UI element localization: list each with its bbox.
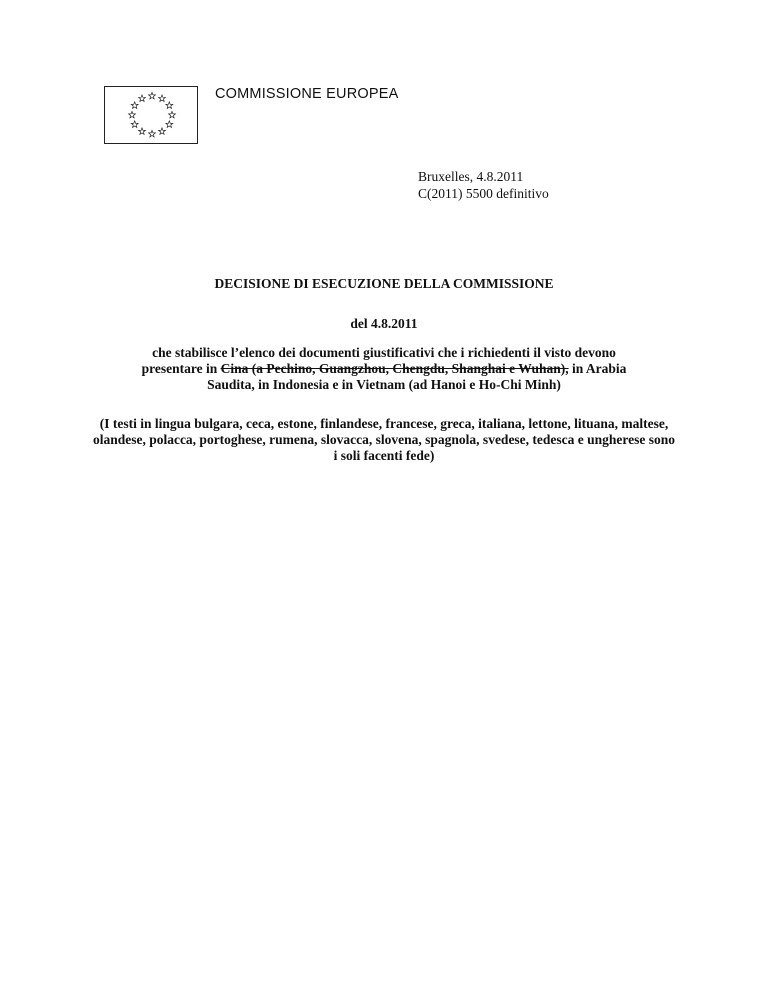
star-icon [129,111,136,118]
eu-stars-icon [105,87,199,145]
star-icon [139,128,146,135]
subject-line-3: Saudita, in Indonesia e in Vietnam (ad Hanoi e Ho-Chi Minh) [207,377,561,392]
subject-suffix: in Arabia [568,361,627,376]
subject-prefix: presentare in [141,361,221,376]
eu-emblem [104,86,198,144]
star-icon [149,92,156,99]
decision-date: del 4.8.2011 [350,316,418,331]
star-icon [149,130,156,137]
subject-line-2 [100,361,668,377]
star-icon [169,111,176,118]
place-date: Bruxelles, 4.8.2011 [418,169,524,184]
star-icon [159,95,166,102]
subject-line-1: che stabilisce l’elenco dei documenti giustificativi che i richiedenti il visto devono [152,345,616,360]
star-icon [166,102,173,109]
star-icon [131,121,138,128]
document-reference: C(2011) 5500 definitivo [418,186,549,201]
star-icon [131,102,138,109]
star-icon [139,95,146,102]
place-date-block [418,168,549,202]
decision-title: DECISIONE DI ESECUZIONE DELLA COMMISSIONE [214,276,554,291]
star-icon [166,121,173,128]
authentic-languages-note: (I testi in lingua bulgara, ceca, estone, finlandese, francese, greca, italiana, lettone, lituana, maltese, olandese, polacca, portoghese, rumena, slovacca, slovena, spagnola, svedese, tedesca e ungherese sono i soli facenti fede) [92,416,676,463]
subject-struck-text: Cina (a Pechino, Guangzhou, Chengdu, Shanghai e Wuhan), [220,361,569,376]
star-icon [159,128,166,135]
organization-name: COMMISSIONE EUROPEA [215,86,399,102]
decision-subject [100,345,668,393]
